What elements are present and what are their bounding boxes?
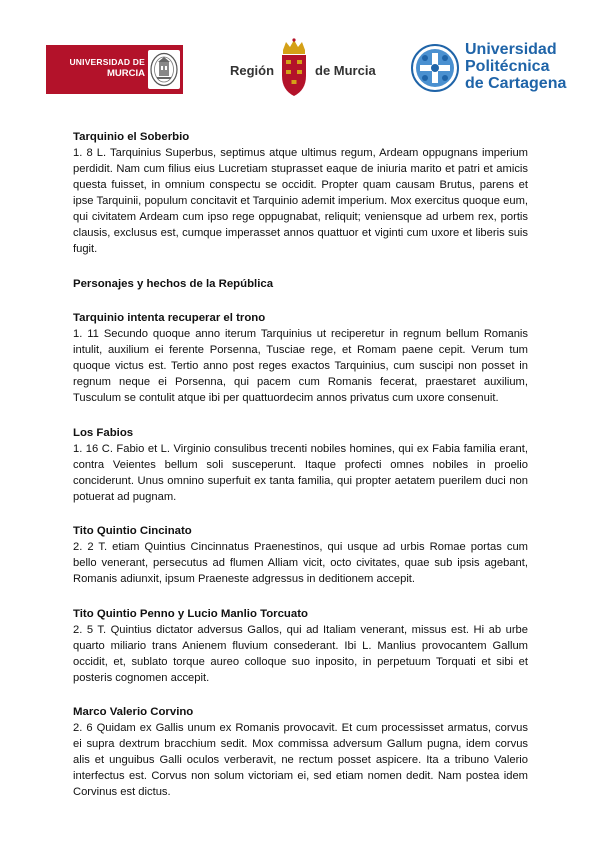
section-title: Tarquinio intenta recuperar el trono — [73, 312, 266, 324]
upct-logo-line2: Politécnica — [465, 58, 550, 75]
section-paragraph — [73, 326, 528, 406]
rm-logo-left-text: Región — [230, 63, 275, 78]
document-section — [73, 276, 528, 292]
paragraph-line: 1. 8 L. Tarquinius Superbus, septimus atque ultimus regum, Ardeam oppugnans — [73, 147, 478, 159]
um-seal-icon — [148, 50, 180, 89]
murcia-coat-of-arms-icon — [277, 38, 311, 105]
section-paragraph — [73, 720, 528, 800]
document-section — [73, 606, 528, 686]
section-title: Tarquinio el Soberbio — [73, 131, 190, 143]
paragraph-line: marito et patri et amicis questa fuisset, in omnium conspectu se occidit. Propter — [73, 163, 528, 191]
paragraph-line: 1. 16 C. Fabio et L. Virginio consulibus trecenti nobiles homines, qui ex Fabia familia — [73, 442, 496, 455]
paragraph-line: 2. 2 T. etiam Quintius Cincinnatus Praenestinos, qui usque ad urbis Romae portas cum — [73, 541, 528, 553]
section-title: Tito Quintio Penno y Lucio Manlio Torcuato — [73, 607, 308, 620]
universidad-de-murcia-logo — [46, 45, 183, 94]
section-title: Personajes y hechos de la República — [73, 277, 274, 290]
rm-logo-right-text: de Murcia — [315, 63, 376, 78]
section-paragraph — [73, 441, 528, 505]
page-header — [46, 38, 567, 100]
upct-logo-text — [465, 41, 566, 92]
paragraph-line: corvus ei supra dextrum bracchium sedit. Mox commissa adversum Gallum pugna, idem — [73, 722, 528, 750]
section-paragraph — [73, 622, 528, 686]
paragraph-line: conciderunt. Unus omnino superfuit ex tanta familia, qui propter aetatem puerilem duci — [73, 474, 506, 487]
paragraph-line: non potuerat ad pugnam. — [73, 474, 528, 503]
upct-logo-line1: Universidad — [465, 41, 557, 58]
um-logo-line1: UNIVERSIDAD DE — [69, 57, 145, 67]
paragraph-line: cumque imperasset annos quattuor et viginti cum uxore et liberis suis fugit. — [73, 227, 528, 255]
section-title: Marco Valerio Corvino — [73, 706, 194, 718]
paragraph-line: in regnum neque ei Porsenna, qui pacem cum Romanis fecerat, praestaret auxilium, — [73, 360, 528, 388]
document-section — [73, 523, 528, 587]
paragraph-line: corvus alis et unguibus Galli oculos verberavit, ne rectum posset aspicere. Ita a tribuno — [73, 738, 529, 766]
paragraph-line: intulit, auxilium ei ferente Porsenna, Tusciae rege, et Romam paene cepit. Verum tum — [73, 344, 528, 356]
paragraph-line: bello venerant, persecutus ad flumen Alliam vicit, octo civitates, quae sub ipsis agebant, — [73, 557, 528, 569]
paragraph-line: ademit imperium. Mox exercitus quoque eum, qui civitatem Ardeam cum ipso — [73, 195, 528, 223]
upct-emblem-icon — [410, 43, 460, 98]
paragraph-line: erant, contra Veientes bellum soli susceperunt. Itaque profecti omnes nobiles in proelio — [73, 442, 528, 471]
document-section — [73, 425, 528, 505]
universidad-politecnica-cartagena-logo — [410, 41, 567, 97]
paragraph-line: Romanis adiunxit, ipsum Praeneste adgressus in deditionem accepit. — [73, 573, 416, 585]
section-paragraph — [73, 539, 528, 587]
paragraph-line: 1. 11 Secundo quoque anno iterum Tarquinius ut reciperetur in regnum bellum Romanis — [73, 328, 528, 340]
paragraph-line: occidit, et, sublato torque aureo colloque suo inposito, in perpetuum Torquati et sibi et — [73, 655, 528, 668]
paragraph-line: postea idem Corvinus est dictus. — [73, 770, 528, 798]
paragraph-line: 2. 6 Quidam ex Gallis unum ex Romanis provocavit. Et cum processisset armatus, — [73, 722, 492, 734]
paragraph-line: imperium perdidit. Nam cum filius eius Lucretiam stuprasset eaque de iniuria — [73, 147, 528, 175]
paragraph-line: quoque victus est. Tertio anno post reges exactos Tarquinius, cum suscipi non posset — [73, 360, 515, 372]
paragraph-line: Valerio interfectus est. Corvus non solum victoriam ei, sed etiam nomen dedit. Nam — [73, 754, 529, 782]
document-section — [73, 310, 528, 406]
paragraph-line: rege oppugnabat, reliquit; veniensque ad urbem rex, portis clausis, exclusus est, — [73, 211, 529, 239]
document-body — [73, 129, 528, 819]
section-title: Los Fabios — [73, 426, 134, 439]
paragraph-line: 2. 5 T. Quintius dictator adversus Gallos, qui ad Italiam venerant, missus est. Hi ab urbe — [73, 623, 528, 636]
document-section — [73, 704, 528, 800]
paragraph-line: Tusculum se contulit atque ibi per quattuordecim annos privatus cum uxore consenuit. — [73, 392, 499, 404]
um-logo-line2: MURCIA — [107, 68, 145, 79]
paragraph-line: quarto miliario trans Anienem fluvium consederant. Ibi L. Manlius provocantem Gallum — [73, 639, 528, 652]
paragraph-line: quam causam Brutus, parens et ipse Tarquinii, populum concitavit et Tarquinio — [73, 179, 529, 207]
upct-logo-line3: de Cartagena — [465, 75, 567, 92]
document-section — [73, 129, 528, 257]
section-title: Tito Quintio Cincinato — [73, 525, 192, 537]
paragraph-line: posteris cognomen accepit. — [73, 671, 210, 684]
um-logo-text — [69, 57, 145, 79]
section-paragraph — [73, 145, 528, 257]
region-de-murcia-logo — [230, 38, 380, 100]
